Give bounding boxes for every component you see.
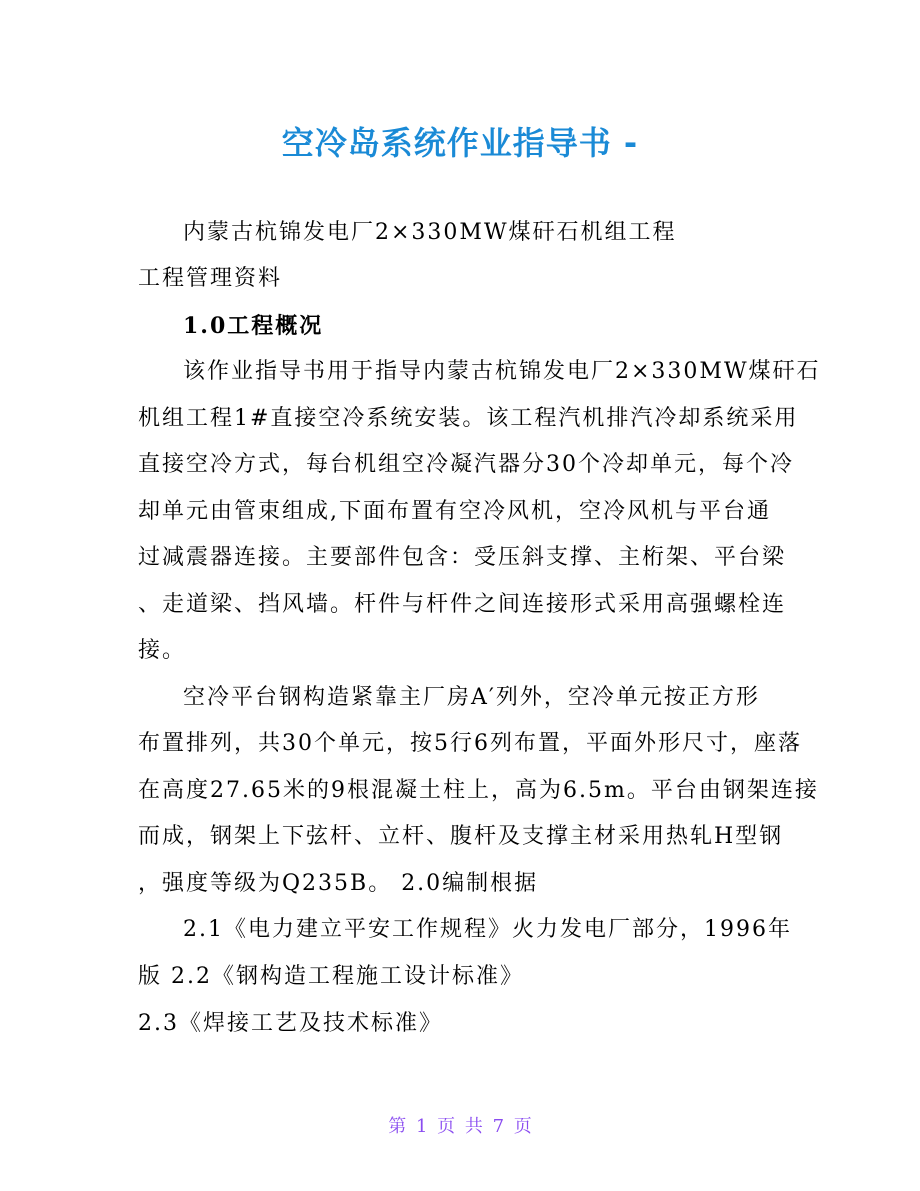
- paragraph-line: 、走道梁、挡风墙。杆件与杆件之间连接形式采用高强螺栓连: [138, 592, 787, 617]
- project-name: 内蒙古杭锦发电厂2×330MW煤矸石机组工程: [183, 220, 677, 245]
- paragraph-line: 该作业指导书用于指导内蒙古杭锦发电厂2×330MW煤矸石: [183, 359, 821, 384]
- reference-item: 2.1《电力建立平安工作规程》火力发电厂部分，1996年: [183, 917, 792, 942]
- page-footer: 第 1 页 共 7 页: [388, 1116, 532, 1137]
- reference-item: 2.3《焊接工艺及技术标准》: [138, 1011, 443, 1036]
- paragraph-line: 过减震器连接。主要部件包含：受压斜支撑、主桁架、平台梁: [138, 545, 787, 570]
- paragraph-line: 接。: [138, 638, 187, 663]
- paragraph-line: 而成，钢架上下弦杆、立杆、腹杆及支撑主材采用热轧H型钢: [138, 824, 784, 849]
- reference-item: 版 2.2《钢构造工程施工设计标准》: [138, 964, 524, 989]
- paragraph-line: 空冷平台钢构造紧靠主厂房A′列外，空冷单元按正方形: [183, 685, 760, 710]
- paragraph-line: 直接空冷方式，每台机组空冷凝汽器分30个冷却单元，每个冷: [138, 452, 794, 477]
- doc-category: 工程管理资料: [138, 266, 283, 291]
- paragraph-line: 布置排列，共30个单元，按5行6列布置，平面外形尺寸，座落: [138, 731, 802, 756]
- document-title: 空冷岛系统作业指导书 -: [281, 124, 639, 162]
- paragraph-line: 却单元由管束组成,下面布置有空冷风机，空冷风机与平台通: [138, 499, 771, 524]
- paragraph-line: 机组工程1#直接空冷系统安装。该工程汽机排汽冷却系统采用: [138, 406, 799, 431]
- paragraph-line: 在高度27.65米的9根混凝土柱上，高为6.5m。平台由钢架连接: [138, 778, 819, 803]
- paragraph-line: ，强度等级为Q235B。 2.0编制根据: [138, 871, 539, 896]
- section-heading: 1.0工程概况: [183, 313, 324, 339]
